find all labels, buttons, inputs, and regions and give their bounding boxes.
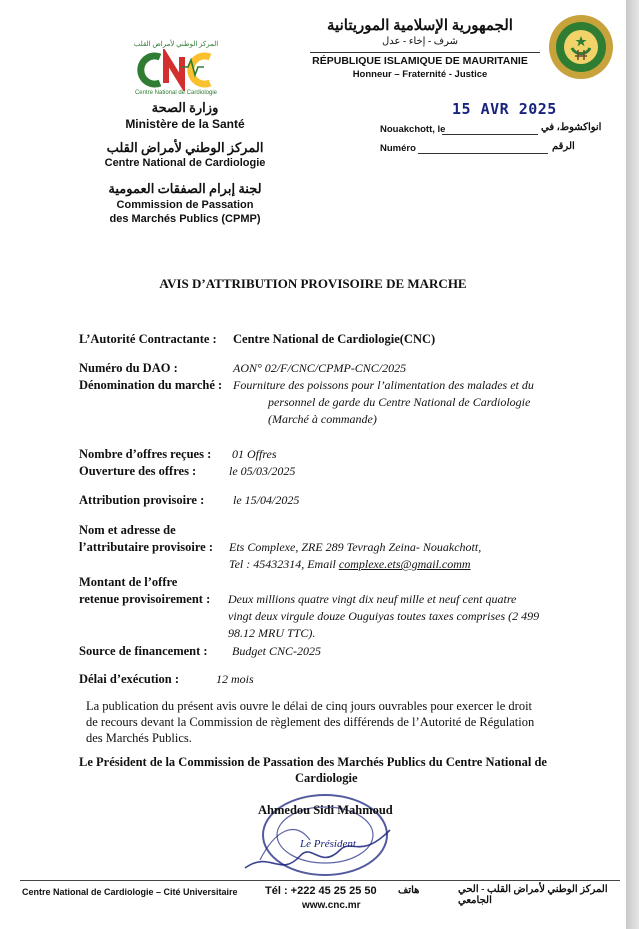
dao-label: Numéro du DAO : (79, 361, 178, 375)
footer-phone-arabic: هاتف (398, 885, 420, 896)
commission-french-line1: Commission de Passation (116, 199, 254, 211)
cnc-logo-mark (136, 49, 216, 91)
center-french: Centre National de Cardiologie (104, 157, 266, 169)
footer-phone: Tél : +222 45 25 25 50 (265, 885, 377, 897)
amount-line1: Deux millions quatre vingt dix neuf mille et neuf cent quatre (228, 592, 517, 606)
awardee-label-line2: l’attributaire provisoire : (79, 540, 214, 554)
denomination-line1: Fourniture des poissons pour l’alimentation des malades et du (233, 378, 534, 392)
footer-address-arabic: المركز الوطني لأمراض القلب - الحي الجامعي (458, 884, 608, 906)
header-divider (310, 52, 540, 53)
denomination-line2: personnel de garde du Centre National de Cardiologie (268, 395, 531, 409)
number-line (418, 153, 548, 154)
amount-line2: vingt deux virgule douze Ouguiyas toutes taxes comprises (2 499 (228, 609, 540, 623)
amount-line3: 98.12 MRU TTC). (228, 626, 316, 640)
awardee-email-link[interactable]: complexe.ets@gmail.comm (338, 557, 471, 571)
amount-label-line1: Montant de l’offre (79, 575, 178, 589)
authority-label: L’Autorité Contractante : (79, 332, 217, 346)
offers-value: 01 Offres (232, 447, 277, 461)
funding-label: Source de financement : (79, 644, 208, 658)
document-title: AVIS D’ATTRIBUTION PROVISOIRE DE MARCHE (159, 276, 467, 291)
dao-value: AON° 02/F/CNC/CPMP-CNC/2025 (233, 361, 407, 375)
opening-value: le 05/03/2025 (229, 464, 296, 478)
awardee-contact (229, 557, 471, 572)
footer-divider (20, 880, 620, 881)
ministry-french: Ministère de la Santé (125, 117, 245, 131)
republic-french: RÉPUBLIQUE ISLAMIQUE DE MAURITANIE (312, 55, 528, 67)
delay-label: Délai d’exécution : (79, 672, 179, 686)
date-line (442, 134, 538, 135)
offers-label: Nombre d’offres reçues : (79, 447, 212, 461)
mauritania-seal-icon (548, 14, 614, 80)
commission-french-line2: des Marchés Publics (CPMP) (109, 213, 261, 225)
attribution-label: Attribution provisoire : (79, 493, 205, 507)
republic-arabic: الجمهورية الإسلامية الموريتانية (327, 18, 513, 34)
president-line2: Cardiologie (295, 771, 358, 785)
denomination-label: Dénomination du marché : (79, 378, 223, 392)
logo-caption: Centre National de Cardiologie (134, 90, 218, 96)
date-stamp: 15 AVR 2025 (452, 100, 557, 118)
motto-french: Honneur – Fraternité - Justice (352, 69, 488, 80)
number-label-arabic: الرقم (552, 141, 575, 152)
president-line1: Le Président de la Commission de Passation des Marchés Publics du Centre National de (79, 755, 547, 769)
publication-line3: des Marchés Publics. (86, 731, 192, 745)
awardee-address: Ets Complexe, ZRE 289 Tevragh Zeina- Nouakchott, (229, 540, 482, 554)
footer-website-link[interactable]: www.cnc.mr (302, 900, 361, 911)
delay-value: 12 mois (216, 672, 254, 686)
awardee-tel: Tel : 45432314, Email (229, 557, 336, 571)
footer-address: Centre National de Cardiologie – Cité Universitaire (22, 887, 238, 897)
motto-arabic: شرف - إخاء - عدل (381, 36, 459, 47)
logo-arabic-caption: المركز الوطني لأمراض القلب (133, 40, 219, 48)
opening-label: Ouverture des offres : (79, 464, 197, 478)
denomination-line3: (Marché à commande) (268, 412, 377, 426)
cnc-logo (130, 40, 222, 100)
date-label-arabic: انواكشوط، في (541, 122, 602, 133)
center-arabic: المركز الوطني لأمراض القلب (106, 140, 264, 155)
amount-label-line2: retenue provisoirement : (79, 592, 211, 606)
number-label: Numéro (380, 143, 416, 154)
ministry-arabic: وزارة الصحة (151, 100, 219, 115)
publication-line1: La publication du présent avis ouvre le délai de cinq jours ouvrables pour exercer le droit (86, 699, 533, 713)
publication-line2: de recours devant la Commission de règlement des différends de l’Autorité de Régulation (86, 715, 535, 729)
attribution-value: le 15/04/2025 (233, 493, 300, 507)
stamp-president-text: Le Président (300, 838, 356, 850)
signatory-name: Ahmedou Sidi Mahmoud (258, 803, 393, 817)
authority-value: Centre National de Cardiologie(CNC) (233, 332, 436, 346)
funding-value: Budget CNC-2025 (232, 644, 321, 658)
page-edge (626, 0, 639, 929)
date-label: Nouakchott, le (380, 124, 446, 135)
commission-arabic: لجنة إبرام الصفقات العمومية (108, 181, 262, 196)
awardee-label-line1: Nom et adresse de (79, 523, 176, 537)
